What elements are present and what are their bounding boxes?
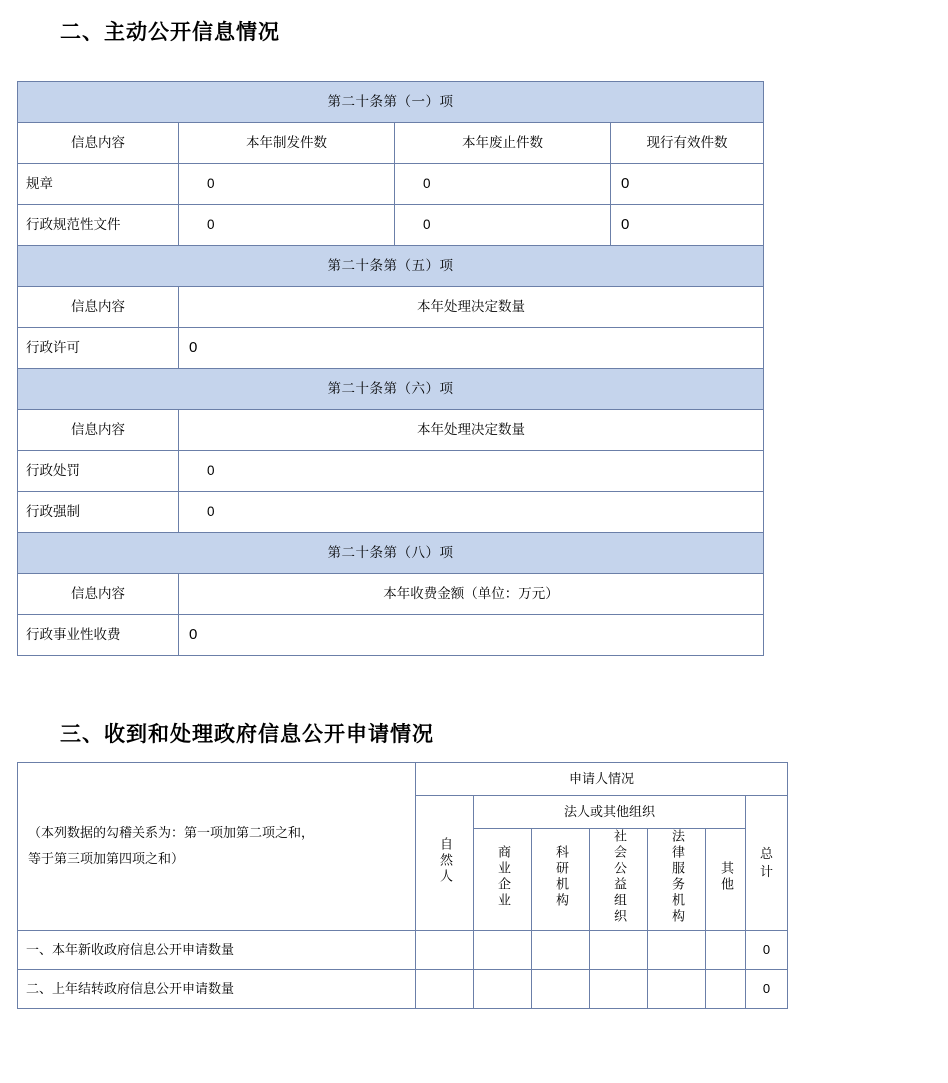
- column-header: 信息内容: [18, 287, 179, 328]
- column-header: 本年处理决定数量: [179, 410, 764, 451]
- section-2-title: 二、主动公开信息情况: [60, 21, 280, 44]
- table-row: [18, 369, 764, 410]
- table-row: [18, 205, 764, 246]
- cell-value-total: 0: [746, 969, 788, 1008]
- table-row: [18, 763, 788, 796]
- cell-value: [416, 930, 474, 969]
- cell-value: 0: [611, 205, 764, 246]
- table-row: [18, 123, 764, 164]
- row-label: 行政规范性文件: [18, 205, 179, 246]
- cell-value: 0: [611, 164, 764, 205]
- legal-group-header: 法人或其他组织: [474, 796, 746, 829]
- column-header-total: [746, 796, 788, 931]
- column-header-welfare: [590, 829, 648, 931]
- cell-value: [590, 969, 648, 1008]
- cell-value: [590, 930, 648, 969]
- table-row: [18, 969, 788, 1008]
- cell-value: [474, 969, 532, 1008]
- table-row: [18, 615, 764, 656]
- applicant-group-header: 申请人情况: [416, 763, 788, 796]
- column-header-other: [706, 829, 746, 931]
- applications-table: [17, 762, 788, 1009]
- row-label: 行政处罚: [18, 451, 179, 492]
- column-header-research: [532, 829, 590, 931]
- cell-value-total: 0: [746, 930, 788, 969]
- note-cell: [18, 763, 416, 931]
- cell-value: 0: [179, 205, 395, 246]
- table-row: [18, 574, 764, 615]
- cell-value: [416, 969, 474, 1008]
- row-label: 行政许可: [18, 328, 179, 369]
- cell-value: [532, 969, 590, 1008]
- table-row: [18, 410, 764, 451]
- band-header-4: 第二十条第（八）项: [18, 533, 764, 574]
- cell-value: [648, 930, 706, 969]
- column-header: 现行有效件数: [611, 123, 764, 164]
- note-line-2: 等于第三项加第四项之和）: [28, 851, 185, 867]
- column-header: 本年收费金额（单位：万元）: [179, 574, 764, 615]
- cell-value: 0: [395, 164, 611, 205]
- table-row: [18, 328, 764, 369]
- column-header-legal-service: [648, 829, 706, 931]
- business-label: 商业企业: [495, 845, 511, 909]
- column-header: 本年处理决定数量: [179, 287, 764, 328]
- cell-value: 0: [179, 615, 764, 656]
- cell-value: [706, 969, 746, 1008]
- row-label: 规章: [18, 164, 179, 205]
- band-header-1: 第二十条第（一）项: [18, 82, 764, 123]
- public-information-table: [17, 81, 764, 656]
- band-header-2: 第二十条第（五）项: [18, 246, 764, 287]
- welfare-label: 社会公益组织: [611, 829, 627, 925]
- table-row: [18, 930, 788, 969]
- column-header-natural: [416, 796, 474, 931]
- cell-value: 0: [179, 492, 764, 533]
- column-header: 信息内容: [18, 123, 179, 164]
- column-header: 信息内容: [18, 574, 179, 615]
- table-row: [18, 164, 764, 205]
- table-row: [18, 287, 764, 328]
- table-row: [18, 82, 764, 123]
- table-row: [18, 533, 764, 574]
- cell-value: [648, 969, 706, 1008]
- natural-person-label: 自然人: [437, 836, 453, 885]
- total-label: 总计: [760, 846, 774, 879]
- other-label: 其他: [718, 861, 734, 893]
- column-header: 本年制发件数: [179, 123, 395, 164]
- table-row: [18, 451, 764, 492]
- cell-value: [706, 930, 746, 969]
- note-line-1: （本列数据的勾稽关系为：第一项加第二项之和，: [28, 825, 315, 841]
- cell-value: 0: [179, 451, 764, 492]
- band-header-3: 第二十条第（六）项: [18, 369, 764, 410]
- row-label: 行政事业性收费: [18, 615, 179, 656]
- column-header: 信息内容: [18, 410, 179, 451]
- cell-value: [532, 930, 590, 969]
- column-header-business: [474, 829, 532, 931]
- cell-value: [474, 930, 532, 969]
- cell-value: 0: [179, 164, 395, 205]
- column-header: 本年废止件数: [395, 123, 611, 164]
- section-3-title: 三、收到和处理政府信息公开申请情况: [60, 723, 434, 746]
- legal-service-label: 法律服务机构: [669, 829, 685, 925]
- table-row: [18, 492, 764, 533]
- cell-value: 0: [179, 328, 764, 369]
- table-row: [18, 246, 764, 287]
- research-label: 科研机构: [553, 845, 569, 909]
- row-label: 行政强制: [18, 492, 179, 533]
- row-label: 二、上年结转政府信息公开申请数量: [18, 969, 416, 1008]
- cell-value: 0: [395, 205, 611, 246]
- row-label: 一、本年新收政府信息公开申请数量: [18, 930, 416, 969]
